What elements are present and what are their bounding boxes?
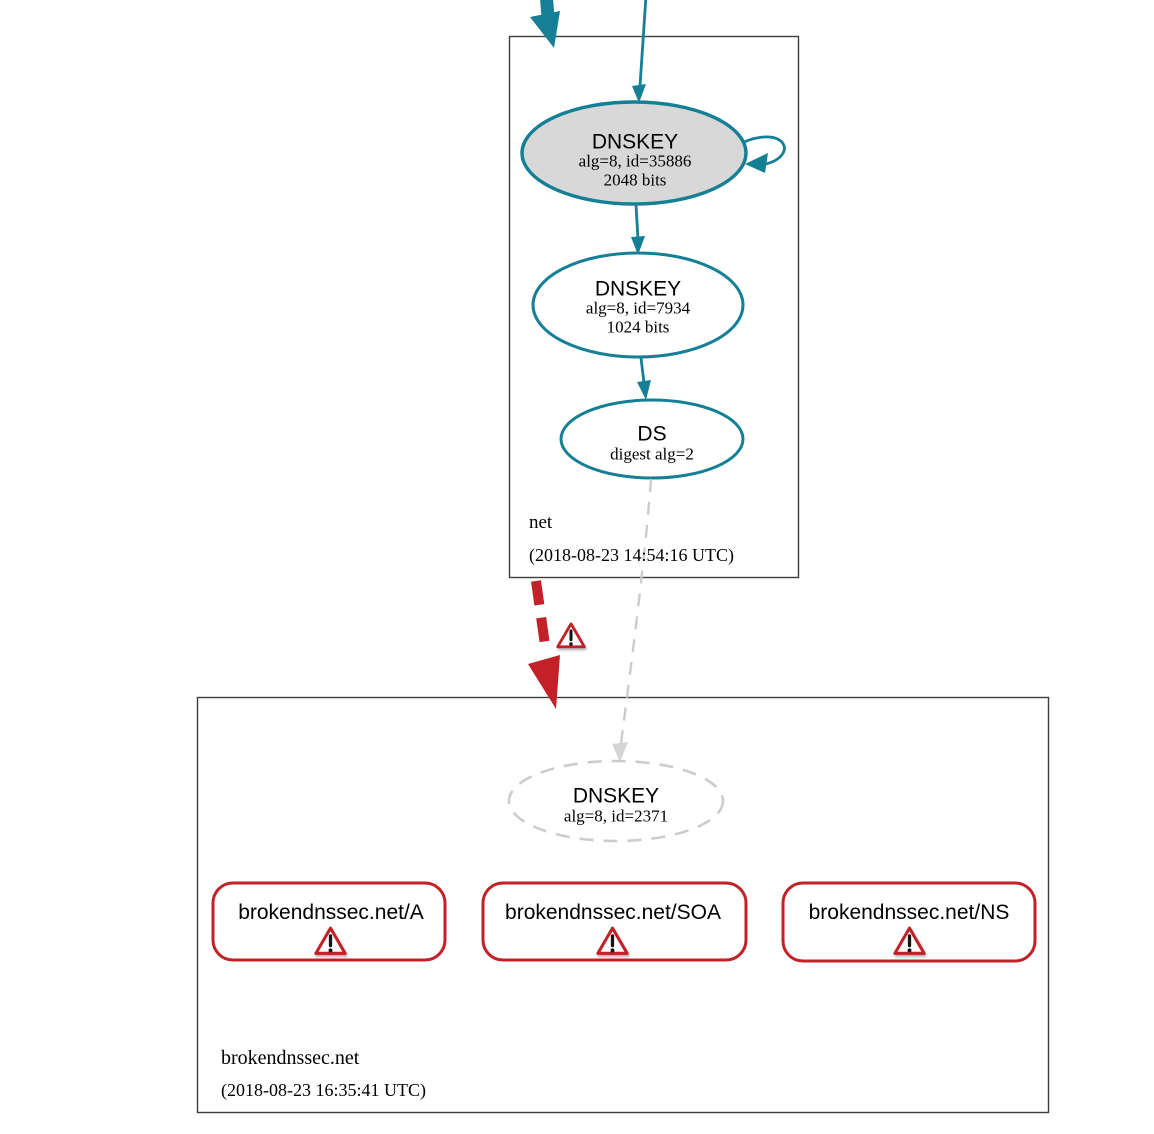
edge-bogus-delegation [528, 581, 560, 709]
rrset-label-a: brokendnssec.net/A [238, 901, 424, 924]
edge-ds-to-child-dnskey-dashed [612, 479, 651, 762]
edge-ksk-to-zsk [631, 205, 645, 255]
ksk-size: 2048 bits [603, 170, 667, 190]
ksk-title: DNSKEY [591, 130, 679, 154]
edge-zsk-to-ds [637, 358, 651, 400]
child-dnskey-detail: alg=8, id=2371 [563, 806, 669, 826]
zsk-size: 1024 bits [606, 317, 670, 337]
zone-timestamp-net: (2018-08-23 14:54:16 UTC) [529, 545, 734, 565]
ds-detail: digest alg=2 [610, 444, 694, 464]
self-sign-loop [744, 137, 784, 173]
zsk-detail: alg=8, id=7934 [585, 298, 691, 318]
zsk-title: DNSKEY [594, 277, 682, 301]
zone-label-brokendnssec: brokendnssec.net [221, 1047, 360, 1069]
ds-title: DS [637, 422, 667, 446]
zone-timestamp-brokendnssec: (2018-08-23 16:35:41 UTC) [221, 1080, 426, 1100]
incoming-delegation-arrow [530, 0, 560, 48]
rrset-label-soa: brokendnssec.net/SOA [505, 901, 721, 924]
ksk-detail: alg=8, id=35886 [578, 151, 692, 171]
zone-label-net: net [529, 512, 553, 533]
incoming-dnskey-arrow [632, 0, 646, 103]
warning-icon [558, 624, 585, 647]
rrset-label-ns: brokendnssec.net/NS [808, 901, 1010, 924]
child-dnskey-title: DNSKEY [572, 784, 660, 808]
